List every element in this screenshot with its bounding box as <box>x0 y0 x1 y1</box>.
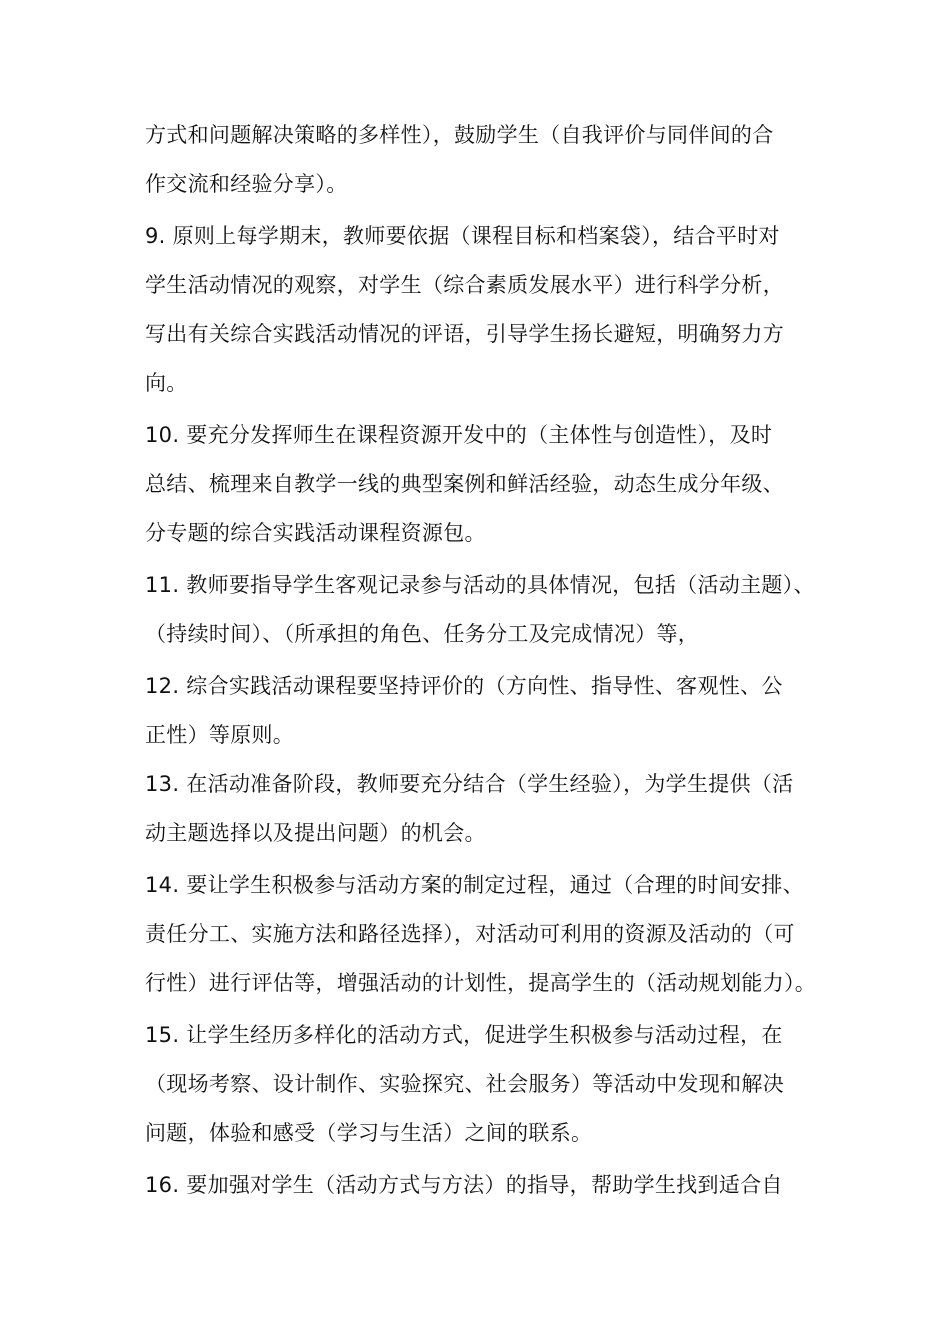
text-line: 12. 综合实践活动课程要坚持评价的（方向性、指导性、客观性、公 <box>145 674 783 698</box>
text-line: 10. 要充分发挥师生在课程资源开发中的（主体性与创造性），及时 <box>145 423 773 447</box>
text-line: 13. 在活动准备阶段，教师要充分结合（学生经验），为学生提供（活 <box>145 772 794 796</box>
text-line: 行性）进行评估等，增强活动的计划性，提高学生的（活动规划能力）。 <box>145 971 817 995</box>
text-line: （持续时间）、（所承担的角色、任务分工及完成情况）等， <box>145 622 700 646</box>
text-line: 动主题选择以及提出问题）的机会。 <box>145 821 486 845</box>
text-line: 正性）等原则。 <box>145 723 295 747</box>
text-line: 写出有关综合实践活动情况的评语，引导学生扬长避短，明确努力方 <box>145 322 784 346</box>
text-line: 学生活动情况的观察，对学生（综合素质发展水平）进行科学分析， <box>145 273 784 297</box>
text-line: 责任分工、实施方法和路径选择），对活动可利用的资源及活动的（可 <box>145 922 795 946</box>
text-line: 方式和问题解决策略的多样性），鼓励学生（自我评价与同伴间的合 <box>145 123 774 147</box>
text-line: 15. 让学生经历多样化的活动方式，促进学生积极参与活动过程，在 <box>145 1023 783 1047</box>
text-line: 16. 要加强对学生（活动方式与方法）的指导，帮助学生找到适合自 <box>145 1173 783 1197</box>
text-line: 9. 原则上每学期末，教师要依据（课程目标和档案袋），结合平时对 <box>145 224 780 248</box>
text-line: 总结、梳理来自教学一线的典型案例和鲜活经验，动态生成分年级、 <box>145 472 784 496</box>
text-line: 14. 要让学生积极参与活动方案的制定过程，通过（合理的时间安排、 <box>145 873 804 897</box>
text-line: （现场考察、设计制作、实验探究、社会服务）等活动中发现和解决 <box>145 1072 784 1096</box>
text-line: 分专题的综合实践活动课程资源包。 <box>145 521 486 545</box>
text-line: 作交流和经验分享）。 <box>145 172 348 196</box>
text-line: 问题，体验和感受（学习与生活）之间的联系。 <box>145 1121 593 1145</box>
text-line: 向。 <box>145 371 188 395</box>
text-line: 11. 教师要指导学生客观记录参与活动的具体情况，包括（活动主题）、 <box>145 573 815 597</box>
